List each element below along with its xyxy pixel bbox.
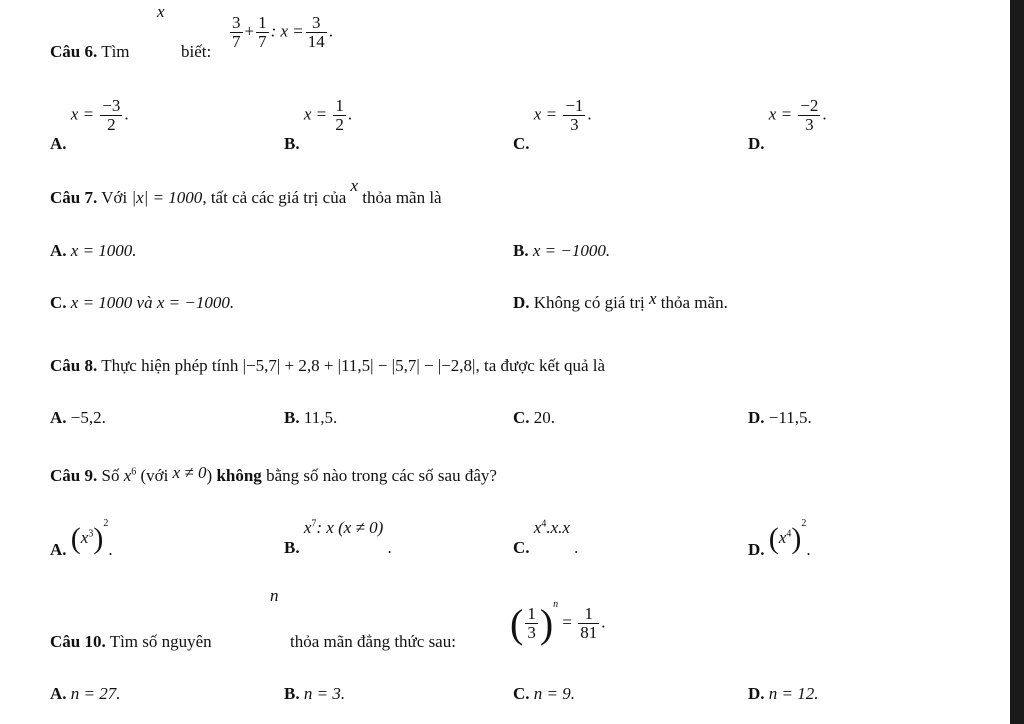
q8-choice-a[interactable]: A. −5,2. [50, 408, 106, 427]
q9-label: Câu 9. [50, 466, 98, 485]
q7-choice-c[interactable]: C. x = 1000 và x = −1000. [50, 293, 235, 312]
q7-stem: Câu 7. Với |x| = 1000, tất cả các giá trị của x thỏa mãn là [50, 176, 442, 207]
q10-stem-post: thỏa mãn đẳng thức sau: [290, 632, 456, 651]
q6-choice-d[interactable]: D. x = $\frac{-2}{3}$ . [748, 96, 827, 154]
q7-choice-b[interactable]: B. x = −1000. [513, 241, 611, 260]
q8-choice-d[interactable]: D. −11,5. [748, 408, 812, 427]
q6-stem-post: biết: [181, 42, 212, 61]
q9-choice-d[interactable]: D. $(x^4)^2$. [748, 518, 811, 559]
q10-choice-c[interactable]: C. n = 9. [513, 684, 576, 703]
q8-choice-b[interactable]: B. 11,5. [284, 408, 338, 427]
q9-choice-a[interactable]: A. $(x^3)^2$. [50, 518, 113, 559]
q10-choice-b[interactable]: B. n = 3. [284, 684, 346, 703]
q6-choice-b[interactable]: B. x = $\frac{1}{2}$ . [284, 96, 353, 154]
q10-label: Câu 10. [50, 632, 106, 651]
q10-choice-a[interactable]: A. n = 27. [50, 684, 121, 703]
q7-label: Câu 7. [50, 188, 98, 207]
q7-choice-d[interactable]: D. Không có giá trị x thỏa mãn. [513, 289, 728, 312]
q7-choice-a[interactable]: A. x = 1000. [50, 241, 137, 260]
q6-choice-a[interactable]: A. x = $\frac{-3}{2}$ . [50, 96, 129, 154]
q8-choice-c[interactable]: C. 20. [513, 408, 556, 427]
q9-choice-c[interactable]: C. $x^4.x.x$ . [513, 518, 579, 557]
q9-stem: Câu 9. Số $x^6$ (với x ≠ 0) không bằng số nào trong các số sau đây? [50, 463, 497, 485]
q9-choice-b[interactable]: B. $x^7$: x (x ≠ 0) . [284, 518, 392, 557]
q7-math: |x| = 1000 [131, 188, 203, 207]
q8-stem: Câu 8. Thực hiện phép tính |−5,7| + 2,8 + |11,5| − |5,7| − |−2,8|, ta được kết quả là [50, 356, 606, 375]
q6-stem: Câu 6. Tìm [50, 42, 130, 61]
q8-math: |−5,7| + 2,8 + |11,5| − |5,7| − |−2,8| [242, 356, 476, 375]
q10-floating-var: n [270, 586, 279, 605]
q7-var: x [350, 176, 359, 195]
q10-choice-d[interactable]: D. n = 12. [748, 684, 819, 703]
q6-choice-c[interactable]: C. x = $\frac{-1}{3}$ . [513, 96, 592, 154]
q6-label: Câu 6. [50, 42, 98, 61]
q8-label: Câu 8. [50, 356, 98, 375]
window-edge [1010, 0, 1024, 724]
q10-stem: Câu 10. Tìm số nguyên [50, 632, 212, 651]
q6-floating-var: x [157, 2, 165, 21]
q6-equation: $\frac{3}{7}$ + $\frac{1}{7}$ : x = $\frac{3}{14}$ . [232, 13, 334, 51]
q10-equation: ( $\frac{1}{3}$ )$^n$ = $\frac{1}{81}$ . [510, 598, 606, 646]
